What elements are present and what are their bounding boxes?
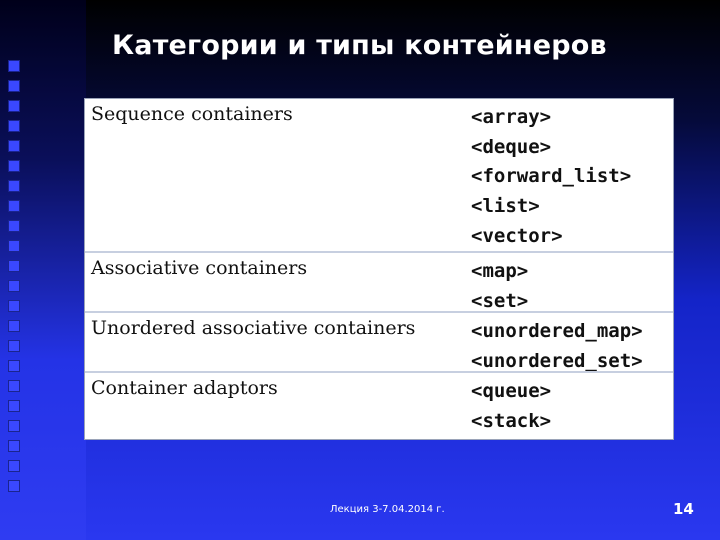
page-number: 14 <box>673 500 694 518</box>
header-item: <forward_list> <box>471 165 632 188</box>
decor-square <box>8 360 20 372</box>
decor-square <box>8 280 20 292</box>
decor-square <box>8 380 20 392</box>
category-label: Associative containers <box>91 257 308 279</box>
header-list <box>471 103 631 252</box>
decor-square <box>8 200 20 212</box>
decor-square <box>8 160 20 172</box>
footer-lecture-date: Лекция 3-7.04.2014 г. <box>330 504 445 515</box>
containers-table <box>84 98 674 440</box>
header-item: <array> <box>471 106 552 128</box>
decor-squares <box>8 60 20 500</box>
decor-square <box>8 120 20 132</box>
decor-square <box>8 300 20 312</box>
header-item: <unordered_set> <box>471 349 643 372</box>
header-item: <map> <box>471 260 529 282</box>
decor-square <box>8 420 20 432</box>
decor-square <box>8 460 20 472</box>
header-item: <vector> <box>471 224 563 247</box>
header-list <box>471 257 528 316</box>
decor-square <box>8 480 20 492</box>
left-decor-strip <box>0 0 86 540</box>
decor-square <box>8 400 20 412</box>
header-item: <queue> <box>471 380 552 402</box>
decor-square <box>8 340 20 352</box>
decor-square <box>8 440 20 452</box>
category-label: Unordered associative containers <box>91 317 416 339</box>
header-list <box>471 317 643 376</box>
category-label: Sequence containers <box>91 103 293 125</box>
decor-square <box>8 180 20 192</box>
table-row <box>85 99 673 249</box>
header-list <box>471 377 551 436</box>
decor-square <box>8 240 20 252</box>
table-row <box>85 371 673 439</box>
decor-square <box>8 60 20 72</box>
table-row <box>85 311 673 371</box>
decor-square <box>8 220 20 232</box>
header-item: <unordered_map> <box>471 320 643 342</box>
decor-square <box>8 140 20 152</box>
table-row <box>85 251 673 311</box>
decor-square <box>8 260 20 272</box>
category-label: Container adaptors <box>91 377 278 399</box>
decor-square <box>8 80 20 92</box>
decor-square <box>8 100 20 112</box>
decor-square <box>8 320 20 332</box>
header-item: <set> <box>471 289 529 312</box>
slide-title: Категории и типы контейнеров <box>112 30 607 61</box>
header-item: <list> <box>471 195 540 218</box>
header-item: <deque> <box>471 135 552 158</box>
header-item: <stack> <box>471 409 552 432</box>
